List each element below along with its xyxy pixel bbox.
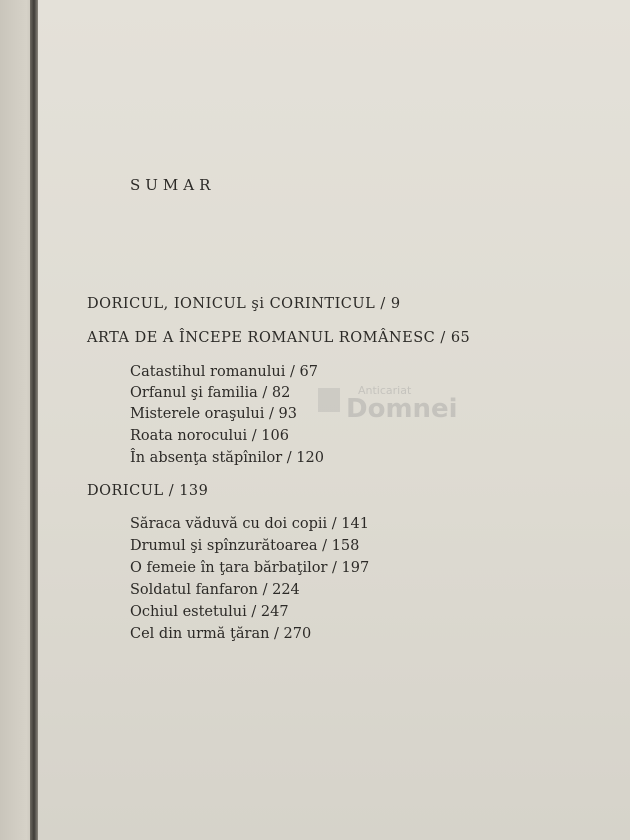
watermark-big-text: Domnei <box>346 394 458 424</box>
toc-item: Misterele oraşului / 93 <box>130 406 297 422</box>
toc-item: În absenţa stăpînilor / 120 <box>130 450 324 466</box>
toc-item: Roata norocului / 106 <box>130 428 289 444</box>
toc-section: DORICUL / 139 <box>87 483 209 499</box>
toc-item: Soldatul fanfaron / 224 <box>130 582 300 598</box>
page <box>38 0 630 840</box>
toc-section: DORICUL, IONICUL şi CORINTICUL / 9 <box>87 296 401 312</box>
toc-section: ARTA DE A ÎNCEPE ROMANUL ROMÂNESC / 65 <box>87 330 471 346</box>
toc-item: Cel din urmă ţăran / 270 <box>130 626 312 642</box>
toc-item: Ochiul estetului / 247 <box>130 604 289 620</box>
toc-item: Drumul şi spînzurătoarea / 158 <box>130 538 360 554</box>
toc-item: Catastihul romanului / 67 <box>130 364 318 380</box>
toc-item: Orfanul şi familia / 82 <box>130 385 291 401</box>
book-gutter <box>30 0 38 840</box>
toc-item: O femeie în ţara bărbaţilor / 197 <box>130 560 370 576</box>
toc-item: Săraca văduvă cu doi copii / 141 <box>130 516 369 532</box>
page-title: SUMAR <box>130 176 216 194</box>
watermark-small-text: Anticariat <box>358 384 412 397</box>
